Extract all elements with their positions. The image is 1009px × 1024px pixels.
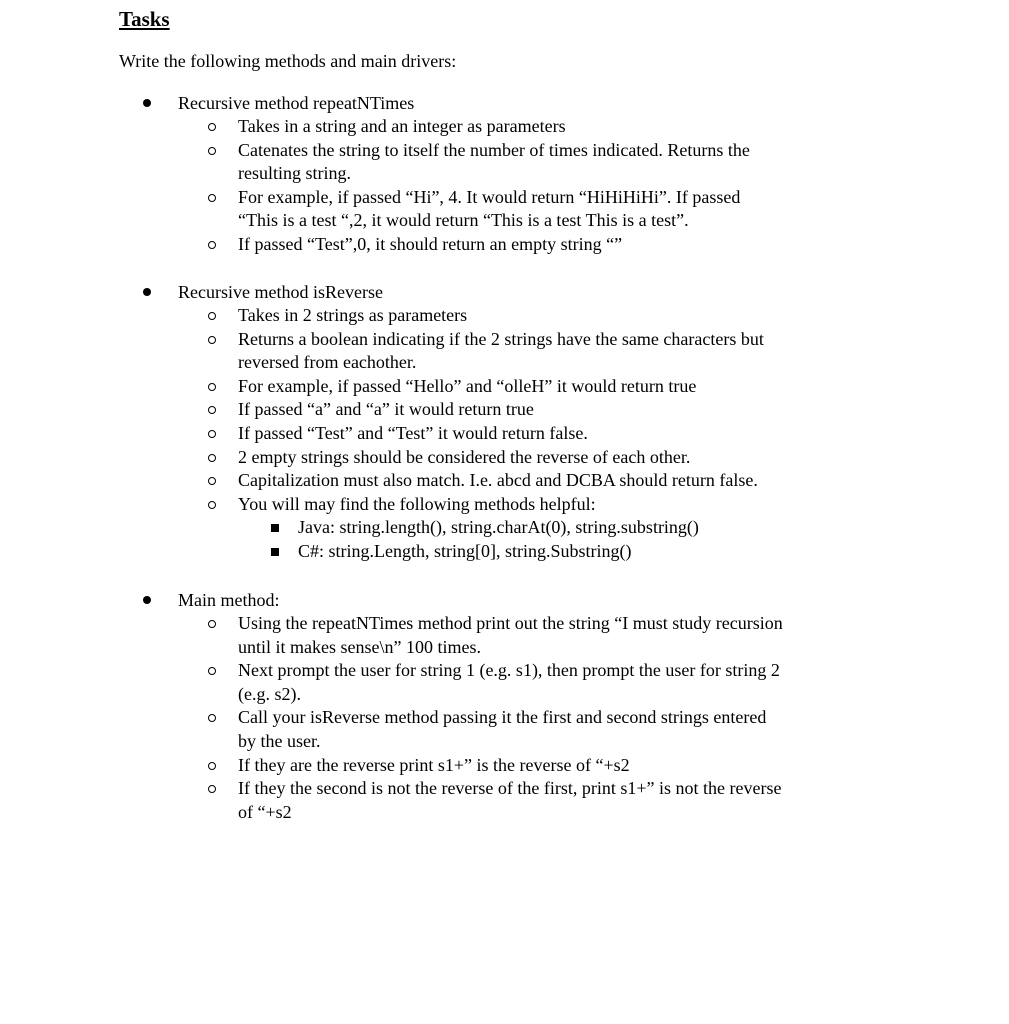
square-bullet-icon — [271, 524, 279, 532]
list-item: If they are the reverse print s1+” is the reverse of “+s2 — [0, 754, 838, 778]
list-item: You will may find the following methods helpful: — [0, 493, 838, 517]
bullet-icon — [143, 596, 151, 604]
bullet-icon — [143, 99, 151, 107]
circle-bullet-icon — [208, 714, 216, 722]
circle-bullet-icon — [208, 241, 216, 249]
circle-bullet-icon — [208, 383, 216, 391]
circle-bullet-icon — [208, 785, 216, 793]
list-item: If passed “Test”,0, it should return an empty string “” — [0, 233, 838, 257]
list-item: Using the repeatNTimes method print out the string “I must study recursion until it makes sense\n” 100 times. — [0, 612, 838, 659]
section-main-method — [0, 588, 1009, 824]
list-item: Takes in 2 strings as parameters — [0, 304, 838, 328]
circle-bullet-icon — [208, 312, 216, 320]
page-title: Tasks — [119, 7, 170, 31]
circle-bullet-icon — [208, 667, 216, 675]
circle-bullet-icon — [208, 501, 216, 509]
list-item: Capitalization must also match. I.e. abcd and DCBA should return false. — [0, 469, 838, 493]
square-bullet-icon — [271, 548, 279, 556]
sub-list-item: Java: string.length(), string.charAt(0), string.substring() — [0, 516, 1009, 540]
circle-bullet-icon — [208, 620, 216, 628]
list-item: Takes in a string and an integer as parameters — [0, 115, 838, 139]
circle-bullet-icon — [208, 147, 216, 155]
circle-bullet-icon — [208, 477, 216, 485]
list-item: If passed “Test” and “Test” it would return false. — [0, 422, 838, 446]
circle-bullet-icon — [208, 194, 216, 202]
intro-text: Write the following methods and main drivers: — [119, 51, 457, 71]
section-title: Recursive method repeatNTimes — [0, 91, 1009, 115]
circle-bullet-icon — [208, 406, 216, 414]
section-is-reverse — [0, 280, 1009, 564]
list-item: 2 empty strings should be considered the reverse of each other. — [0, 446, 838, 470]
list-item: Call your isReverse method passing it the first and second strings entered by the user. — [0, 706, 838, 753]
list-item: For example, if passed “Hello” and “olleH” it would return true — [0, 375, 838, 399]
circle-bullet-icon — [208, 123, 216, 131]
circle-bullet-icon — [208, 430, 216, 438]
sub-list-item: C#: string.Length, string[0], string.Substring() — [0, 540, 1009, 564]
section-repeat-n-times — [0, 91, 1009, 257]
circle-bullet-icon — [208, 336, 216, 344]
bullet-icon — [143, 288, 151, 296]
list-item: For example, if passed “Hi”, 4. It would return “HiHiHiHi”. If passed “This is a test “,2, it would return “This is a test This is a test”. — [0, 186, 838, 233]
section-title: Main method: — [0, 588, 1009, 612]
circle-bullet-icon — [208, 762, 216, 770]
list-item: Returns a boolean indicating if the 2 strings have the same characters but reversed from eachother. — [0, 328, 838, 375]
circle-bullet-icon — [208, 454, 216, 462]
list-item: Catenates the string to itself the number of times indicated. Returns the resulting string. — [0, 139, 838, 186]
list-item: If passed “a” and “a” it would return true — [0, 398, 838, 422]
section-title: Recursive method isReverse — [0, 280, 1009, 304]
list-item: Next prompt the user for string 1 (e.g. s1), then prompt the user for string 2 (e.g. s2). — [0, 659, 838, 706]
list-item: If they the second is not the reverse of the first, print s1+” is not the reverse of “+s2 — [0, 777, 838, 824]
